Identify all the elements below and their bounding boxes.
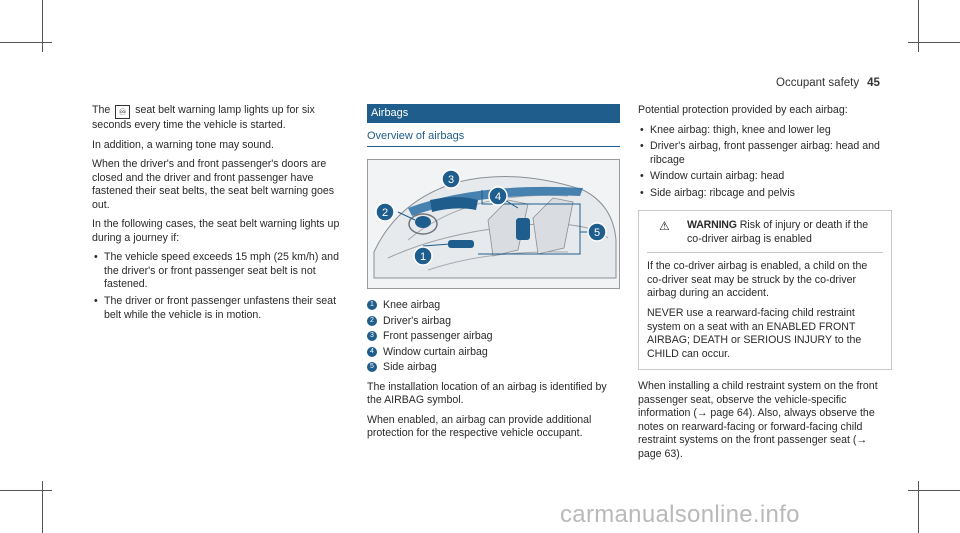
legend-number: 3 [367, 331, 377, 341]
list-item: • Knee airbag: thigh, knee and lower leg [640, 123, 831, 136]
legend-number: 1 [367, 300, 377, 310]
legend-item: 2 Driver's airbag [367, 315, 620, 329]
bullet-icon: • [640, 186, 644, 199]
legend-number: 2 [367, 316, 377, 326]
legend-number: 4 [367, 347, 377, 357]
crop-mark [0, 490, 52, 491]
warning-header [647, 219, 883, 246]
seat-belt-icon: ♾ [115, 105, 130, 119]
legend-item: 4 Window curtain airbag [367, 346, 620, 360]
paragraph-warning-tone: In addition, a warning tone may sound. [92, 138, 274, 151]
callout-5 [588, 223, 606, 241]
column-left [92, 104, 350, 328]
subheading: Overview of airbags [367, 129, 620, 147]
svg-text:4: 4 [494, 191, 502, 204]
column-right [638, 104, 892, 467]
warning-body [647, 252, 883, 361]
crop-mark [0, 42, 52, 43]
list-item: • The driver or front passenger unfastens their seat belt while the vehicle is in motion. [94, 295, 337, 321]
list-item: • Side airbag: ribcage and pelvis [640, 186, 795, 199]
crop-mark [42, 481, 43, 533]
svg-text:2: 2 [381, 207, 389, 220]
bullet-icon: • [640, 123, 644, 136]
paragraph-protection: When enabled, an airbag can provide additional protection for the respective vehicle occupant. [367, 413, 592, 440]
list-item: • The vehicle speed exceeds 15 mph (25 km/h) and the driver's or front passenger seat belt is not fastened. [94, 251, 339, 291]
paragraph-child-restraint: When installing a child restraint system on the front passenger seat, observe the vehicle-specific information (→ page 64). Also, always observe the notes on rearward-facing or forward-facing child restraint systems on the front passenger seat (→ page 63). [638, 380, 878, 460]
warning-paragraph: NEVER use a rearward-facing child restraint system on a seat with an ENABLED FRONT AIRBAG; DEATH or SERIOUS INJURY to the CHILD can occur. [647, 307, 862, 360]
callout-1 [414, 247, 432, 265]
legend-number: 5 [367, 362, 377, 372]
warning-box [638, 210, 892, 370]
car-interior-illustration [368, 160, 619, 288]
svg-text:5: 5 [593, 227, 601, 240]
callout-4 [489, 187, 507, 205]
header-section: Occupant safety [776, 77, 860, 89]
crop-mark [918, 0, 919, 52]
crop-mark [42, 0, 43, 52]
section-title-bar: Airbags [367, 104, 620, 123]
airbag-legend [367, 299, 620, 375]
bullet-icon: • [94, 251, 98, 264]
bullet-icon: • [640, 140, 644, 153]
paragraph-warning-lamp: The ♾ seat belt warning lamp lights up for six seconds every time the vehicle is started. [92, 104, 315, 131]
list-item: • Window curtain airbag: head [640, 170, 785, 183]
legend-item: 5 Side airbag [367, 361, 620, 375]
crop-mark [908, 42, 960, 43]
cases-list [92, 251, 350, 322]
protection-list [638, 124, 892, 201]
legend-item: 1 Knee airbag [367, 299, 620, 313]
svg-text:1: 1 [419, 251, 427, 264]
bullet-icon: • [640, 170, 644, 183]
callout-2 [376, 203, 394, 221]
column-middle [367, 104, 620, 447]
warning-triangle-icon: ⚠ [659, 219, 670, 234]
warning-head-text: Risk of injury or death if the co-driver airbag is enabled [687, 219, 869, 245]
paragraph-cases-intro: In the following cases, the seat belt warning lights up during a journey if: [92, 218, 340, 244]
callout-3 [442, 170, 460, 188]
airbag-overview-figure [367, 159, 620, 289]
svg-text:3: 3 [447, 174, 455, 187]
page-number: 45 [867, 77, 880, 89]
paragraph-protection-intro: Potential protection provided by each airbag: [638, 104, 848, 116]
page-header [776, 76, 880, 91]
crop-mark [918, 481, 919, 533]
warning-paragraph: If the co-driver airbag is enabled, a child on the co-driver seat may be struck by the co-driver airbag during an accident. [647, 260, 868, 300]
legend-item: 3 Front passenger airbag [367, 330, 620, 344]
watermark-text: carmanualsonline.info [560, 501, 800, 528]
paragraph-installation: The installation location of an airbag is identified by the AIRBAG symbol. [367, 380, 607, 407]
paragraph-warning-off: When the driver's and front passenger's doors are closed and the driver and front passenger have fastened their seat belts, the seat belt warning goes out. [92, 158, 335, 211]
warning-title: WARNING [687, 219, 737, 232]
crop-mark [908, 490, 960, 491]
list-item: • Driver's airbag, front passenger airbag: head and ribcage [640, 140, 880, 166]
bullet-icon: • [94, 295, 98, 308]
